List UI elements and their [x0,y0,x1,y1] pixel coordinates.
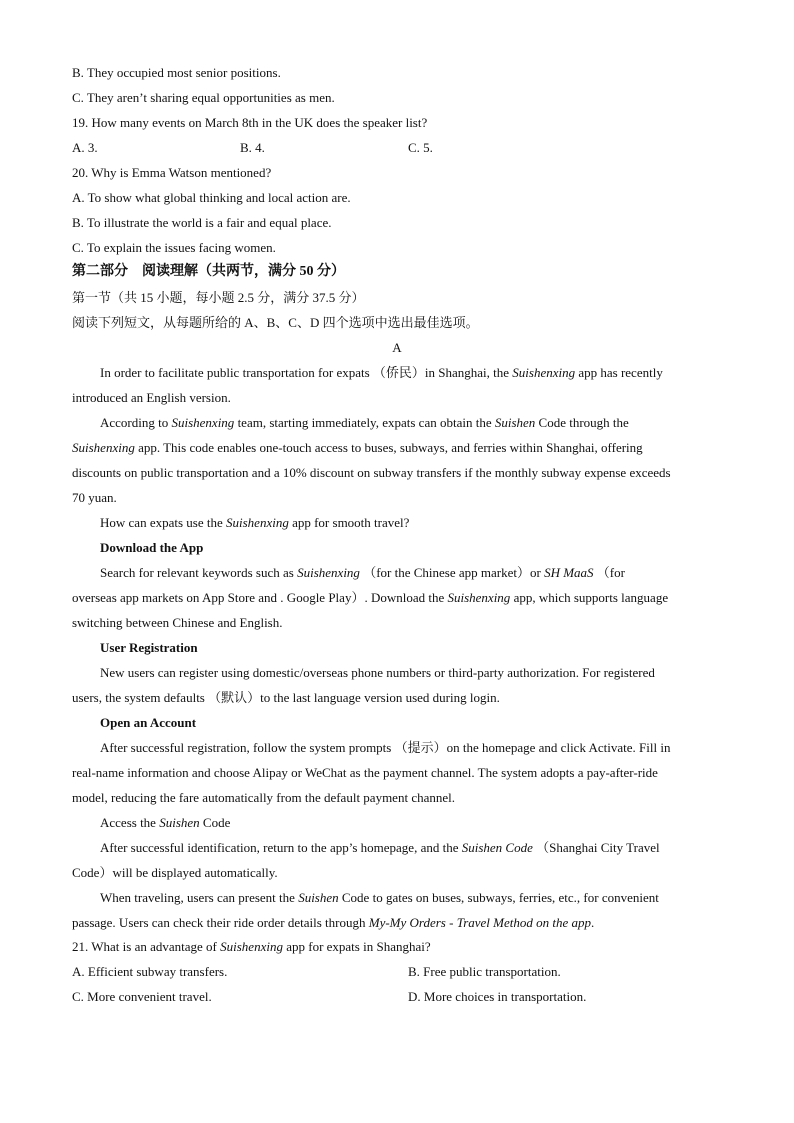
passage-p1-line1: In order to facilitate public transportation for expats （侨民）in Shanghai, the Suishenxing app has recently [100,365,663,380]
passage-p7-line2: Code）will be displayed automatically. [72,865,278,880]
heading-user-registration: User Registration [100,640,198,655]
q18-option-b: B. They occupied most senior positions. [72,65,281,80]
passage-p8-line1: When traveling, users can present the Suishen Code to gates on buses, subways, ferries, etc., for convenient [100,890,659,905]
q21-option-b: B. Free public transportation. [408,964,561,979]
section-title: 第二部分 阅读理解（共两节，满分 50 分） [72,264,345,279]
passage-label: A [392,340,402,355]
q20-option-b: B. To illustrate the world is a fair and equal place. [72,215,332,230]
passage-p6-line3: model, reducing the fare automatically from the default payment channel. [72,790,455,805]
passage-p6-line1: After successful registration, follow the system prompts （提示）on the homepage and click Activate. Fill in [100,740,671,755]
passage-p2-line4: 70 yuan. [72,490,117,505]
passage-p4-line3: switching between Chinese and English. [72,615,283,630]
q19-option-c: C. 5. [408,140,433,155]
section-instruction: 阅读下列短文，从每题所给的 A、B、C、D 四个选项中选出最佳选项。 [72,315,479,330]
q21-option-d: D. More choices in transportation. [408,989,587,1004]
q19-option-a: A. 3. [72,140,98,155]
q21-option-a: A. Efficient subway transfers. [72,964,228,979]
passage-p4-line2: overseas app markets on App Store and . Google Play）. Download the Suishenxing app, which supports language [72,590,669,605]
passage-p3: How can expats use the Suishenxing app for smooth travel? [100,515,410,530]
q21-option-c: C. More convenient travel. [72,989,212,1004]
q18-option-c: C. They aren’t sharing equal opportunities as men. [72,90,335,105]
passage-p5-line1: New users can register using domestic/overseas phone numbers or third-party authorization. For registered [100,665,655,680]
q19-option-b: B. 4. [240,140,265,155]
q20-question: 20. Why is Emma Watson mentioned? [72,165,272,180]
passage-p8-line2: passage. Users can check their ride order details through My-My Orders - Travel Method on the app. [72,915,595,930]
passage-p5-line2: users, the system defaults （默认）to the last language version used during login. [72,690,500,705]
passage-p4-line1: Search for relevant keywords such as Suishenxing （for the Chinese app market）or SH MaaS （for [100,565,625,580]
passage-p7-line1: After successful identification, return to the app’s homepage, and the Suishen Code （Shanghai City Travel [100,840,660,855]
q19-question: 19. How many events on March 8th in the UK does the speaker list? [72,115,428,130]
q20-option-c: C. To explain the issues facing women. [72,240,276,255]
section-part-one: 第一节（共 15 小题，每小题 2.5 分，满分 37.5 分） [72,290,365,305]
heading-download-app: Download the App [100,540,204,555]
passage-p2-line3: discounts on public transportation and a 10% discount on subway transfers if the monthly subway expense exceeds [72,465,671,480]
passage-p1-line2: introduced an English version. [72,390,231,405]
q21-question: 21. What is an advantage of Suishenxing app for expats in Shanghai? [72,939,431,954]
heading-access-code: Access the Suishen Code [100,815,231,830]
passage-p6-line2: real-name information and choose Alipay or WeChat as the payment channel. The system adopts a pay-after-ride [72,765,658,780]
passage-p2-line1: According to Suishenxing team, starting immediately, expats can obtain the Suishen Code through the [100,415,629,430]
q20-option-a: A. To show what global thinking and local action are. [72,190,351,205]
passage-p2-line2: Suishenxing app. This code enables one-touch access to buses, subways, and ferries within Shanghai, offering [72,440,643,455]
heading-open-account: Open an Account [100,715,197,730]
